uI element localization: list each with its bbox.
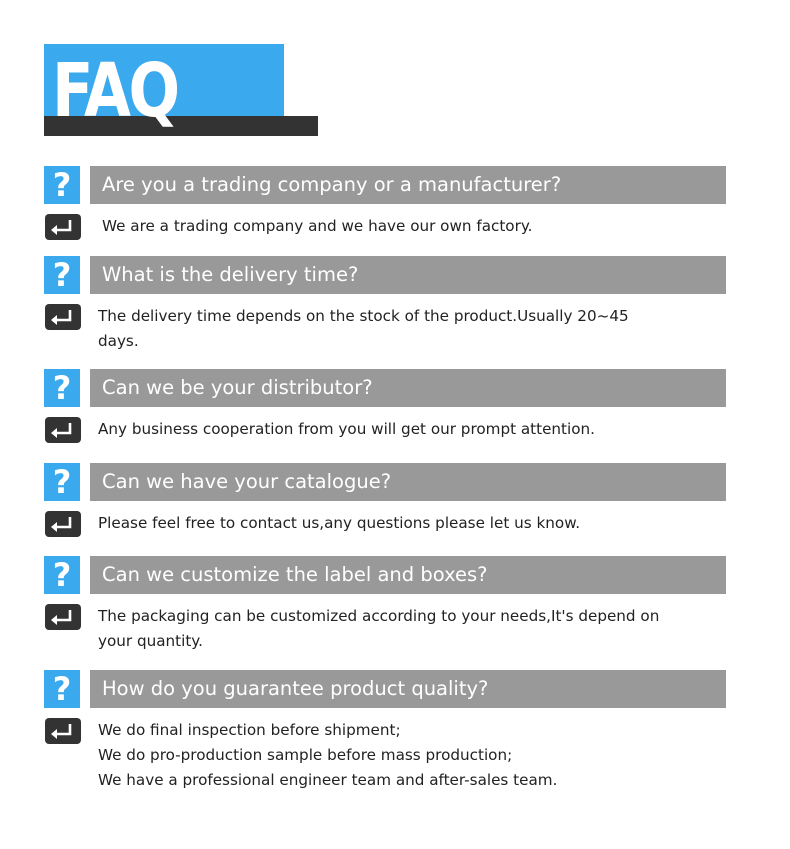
answer-row [44,511,726,536]
answer-text [102,214,730,239]
answer-row [44,214,726,239]
question-row [44,556,726,594]
question-row [44,670,726,708]
answer-line: Any business cooperation from you will get our prompt attention. [98,420,595,438]
question-row [44,463,726,501]
faq-item [44,556,726,654]
question-mark-icon: ? [44,556,80,594]
question-bar [90,256,726,294]
return-arrow-icon [45,417,81,443]
question-row [44,256,726,294]
question-mark-icon: ? [44,463,80,501]
faq-item [44,463,726,536]
answer-row [44,417,726,442]
question-text: Can we be your distributor? [102,376,373,399]
faq-item [44,256,726,354]
faq-item [44,166,726,239]
return-arrow-icon [45,511,81,537]
question-text: Are you a trading company or a manufacturer? [102,173,562,196]
question-bar [90,670,726,708]
answer-line: We do pro-production sample before mass production; [98,746,513,764]
faq-item [44,369,726,442]
answer-row [44,718,726,793]
question-row [44,369,726,407]
page-title: FAQ [52,48,178,134]
answer-text [98,511,726,536]
answer-line: The delivery time depends on the stock of the product.Usually 20~45 [98,307,629,325]
question-text: Can we customize the label and boxes? [102,563,488,586]
answer-line: The packaging can be customized according to your needs,It's depend on [98,607,660,625]
answer-line: We are a trading company and we have our own factory. [102,217,533,235]
question-mark-icon: ? [44,670,80,708]
question-bar [90,463,726,501]
return-arrow-icon [45,214,81,240]
faq-item [44,670,726,793]
return-arrow-icon [45,604,81,630]
question-bar [90,369,726,407]
question-mark-icon: ? [44,256,80,294]
answer-line: your quantity. [98,632,203,650]
question-bar [90,166,726,204]
question-mark-icon: ? [44,369,80,407]
faq-header [44,44,318,136]
answer-line: We have a professional engineer team and after-sales team. [98,771,558,789]
question-mark-icon: ? [44,166,80,204]
question-text: Can we have your catalogue? [102,470,392,493]
answer-line: We do final inspection before shipment; [98,721,401,739]
question-text: What is the delivery time? [102,263,359,286]
return-arrow-icon [45,718,81,744]
return-arrow-icon [45,304,81,330]
answer-text [98,417,726,442]
answer-text [98,718,726,793]
question-row [44,166,726,204]
answer-line: Please feel free to contact us,any questions please let us know. [98,514,581,532]
question-bar [90,556,726,594]
answer-row [44,304,726,354]
answer-text [98,304,726,354]
answer-text [98,604,726,654]
question-text: How do you guarantee product quality? [102,677,489,700]
answer-line: days. [98,332,139,350]
answer-row [44,604,726,654]
